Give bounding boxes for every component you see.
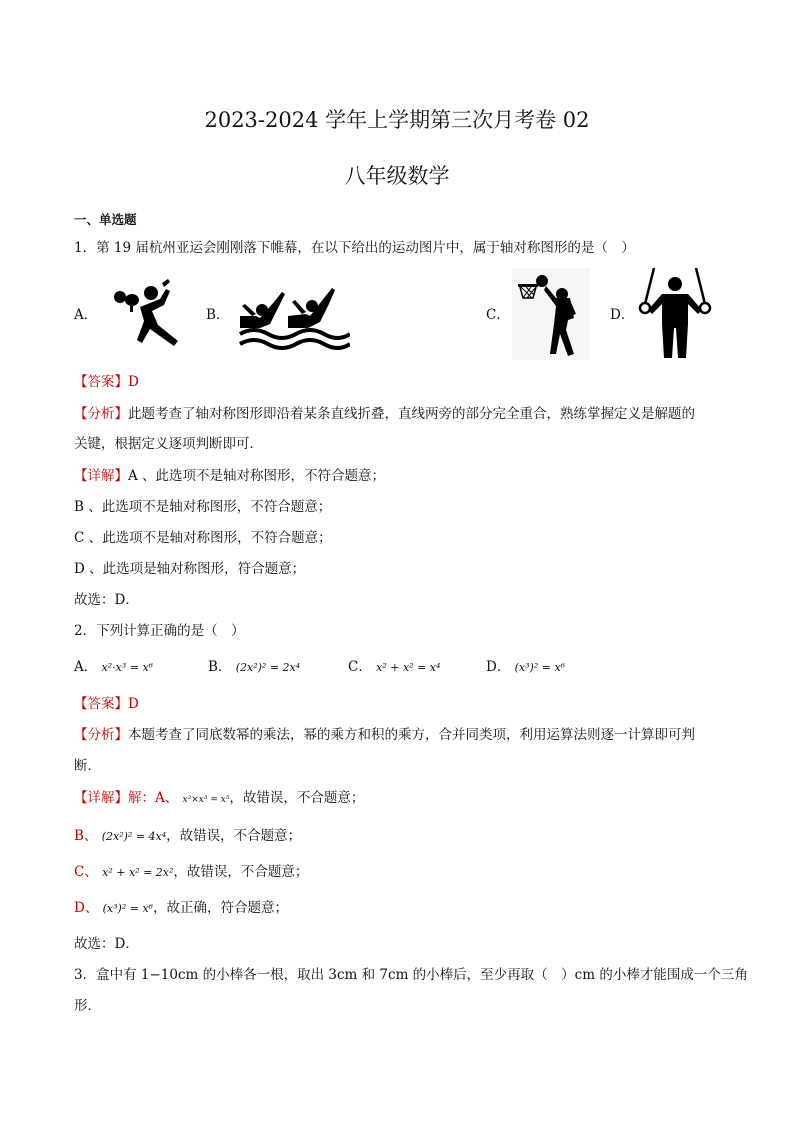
analysis-tag: 【分析】 bbox=[74, 406, 128, 422]
q1-option-b-label: B． bbox=[206, 307, 230, 323]
detail-expression: x²×x³ = x⁵ bbox=[182, 795, 230, 805]
detail-suffix: ，故错误，不合题意； bbox=[173, 864, 309, 880]
answer-value: D bbox=[128, 696, 139, 712]
table-tennis-player-icon bbox=[104, 277, 186, 349]
option-expression: x²·x³ = x⁶ bbox=[101, 661, 154, 674]
option-label: C． bbox=[348, 659, 372, 675]
q1-option-d-label: D． bbox=[610, 307, 635, 323]
detail-suffix: ，故错误，不合题意； bbox=[166, 828, 302, 844]
answer-tag: 【答案】 bbox=[74, 696, 128, 712]
detail-suffix: ，故错误，不合题意； bbox=[229, 790, 365, 806]
q2-answer bbox=[74, 694, 139, 714]
answer-tag: 【答案】 bbox=[74, 374, 128, 390]
q1-answer bbox=[74, 372, 139, 392]
rings-gymnast-icon bbox=[636, 268, 714, 360]
q2-detail-a bbox=[74, 788, 364, 810]
q1-option-c-label: C． bbox=[486, 307, 510, 323]
q1-analysis-line-1 bbox=[74, 404, 695, 424]
detail-expression: (2x²)² = 4x⁴ bbox=[101, 830, 167, 843]
analysis-text: 本题考查了同底数幂的乘法，幂的乘方和积的乘方，合并同类项，利用运算法则逐一计算即可判 bbox=[128, 727, 695, 743]
q2-option-c bbox=[348, 657, 440, 678]
q3-stem-line-2: 形． bbox=[74, 998, 101, 1014]
q2-detail-c bbox=[74, 862, 308, 883]
q2-option-d bbox=[486, 657, 565, 678]
q2-detail-b bbox=[74, 826, 301, 847]
detail-tag: 【详解】 bbox=[74, 468, 128, 484]
detail-tag: 【详解】 bbox=[74, 790, 128, 806]
option-expression: (x³)² = x⁶ bbox=[514, 661, 566, 674]
detail-text: A 、此选项不是轴对称图形，不符合题意； bbox=[128, 468, 386, 484]
q1-option-a-label: A． bbox=[74, 307, 98, 323]
q3-stem-line-1: 3．盒中有 1−10cm 的小棒各一根，取出 3cm 和 7cm 的小棒后，至少再取（ ）cm 的小棒才能围成一个三角 bbox=[74, 967, 748, 983]
option-label: D． bbox=[486, 659, 511, 675]
page-subtitle: 八年级数学 bbox=[344, 164, 450, 188]
answer-value: D bbox=[128, 374, 139, 390]
q2-option-a bbox=[74, 657, 153, 678]
q2-choice: 故选：D． bbox=[74, 936, 139, 952]
analysis-tag: 【分析】 bbox=[74, 727, 128, 743]
option-label: A． bbox=[74, 659, 98, 675]
detail-suffix: ，故正确，符合题意； bbox=[153, 900, 289, 916]
q1-detail-d: D 、此选项是轴对称图形，符合题意； bbox=[74, 561, 306, 577]
q1-detail-c: C 、此选项不是轴对称图形，不符合题意； bbox=[74, 530, 332, 546]
detail-expression: x² + x² = 2x² bbox=[102, 866, 174, 879]
section-heading: 一、单选题 bbox=[74, 212, 137, 227]
detail-prefix: C、 bbox=[74, 864, 98, 880]
option-expression: (2x²)² = 2x⁴ bbox=[235, 661, 301, 674]
q1-choice: 故选：D． bbox=[74, 592, 139, 608]
q1-analysis-line-2: 关键，根据定义逐项判断即可． bbox=[74, 436, 263, 452]
option-expression: x² + x² = x⁴ bbox=[376, 661, 441, 674]
q1-detail-a bbox=[74, 466, 385, 486]
detail-prefix: 解：A、 bbox=[128, 790, 179, 806]
detail-expression: (x³)² = x⁶ bbox=[102, 902, 154, 915]
synchronized-swimmers-icon bbox=[238, 286, 350, 350]
option-label: B． bbox=[208, 659, 232, 675]
q2-option-b bbox=[208, 657, 300, 678]
q2-analysis-line-1 bbox=[74, 725, 695, 745]
q2-detail-d bbox=[74, 898, 288, 919]
detail-prefix: B、 bbox=[74, 828, 98, 844]
page-title: 2023-2024 学年上学期第三次月考卷 02 bbox=[204, 108, 590, 132]
detail-prefix: D、 bbox=[74, 900, 99, 916]
basketball-player-icon bbox=[512, 268, 590, 360]
q1-stem: 1．第 19 届杭州亚运会刚刚落下帷幕，在以下给出的运动图片中，属于轴对称图形的是（ ） bbox=[74, 240, 635, 256]
q1-detail-b: B 、此选项不是轴对称图形，不符合题意； bbox=[74, 499, 332, 515]
analysis-text: 此题考查了轴对称图形即沿着某条直线折叠，直线两旁的部分完全重合，熟练掌握定义是解题的 bbox=[128, 406, 695, 422]
q2-stem: 2．下列计算正确的是（ ） bbox=[74, 623, 245, 639]
q2-analysis-line-2: 断． bbox=[74, 758, 101, 774]
